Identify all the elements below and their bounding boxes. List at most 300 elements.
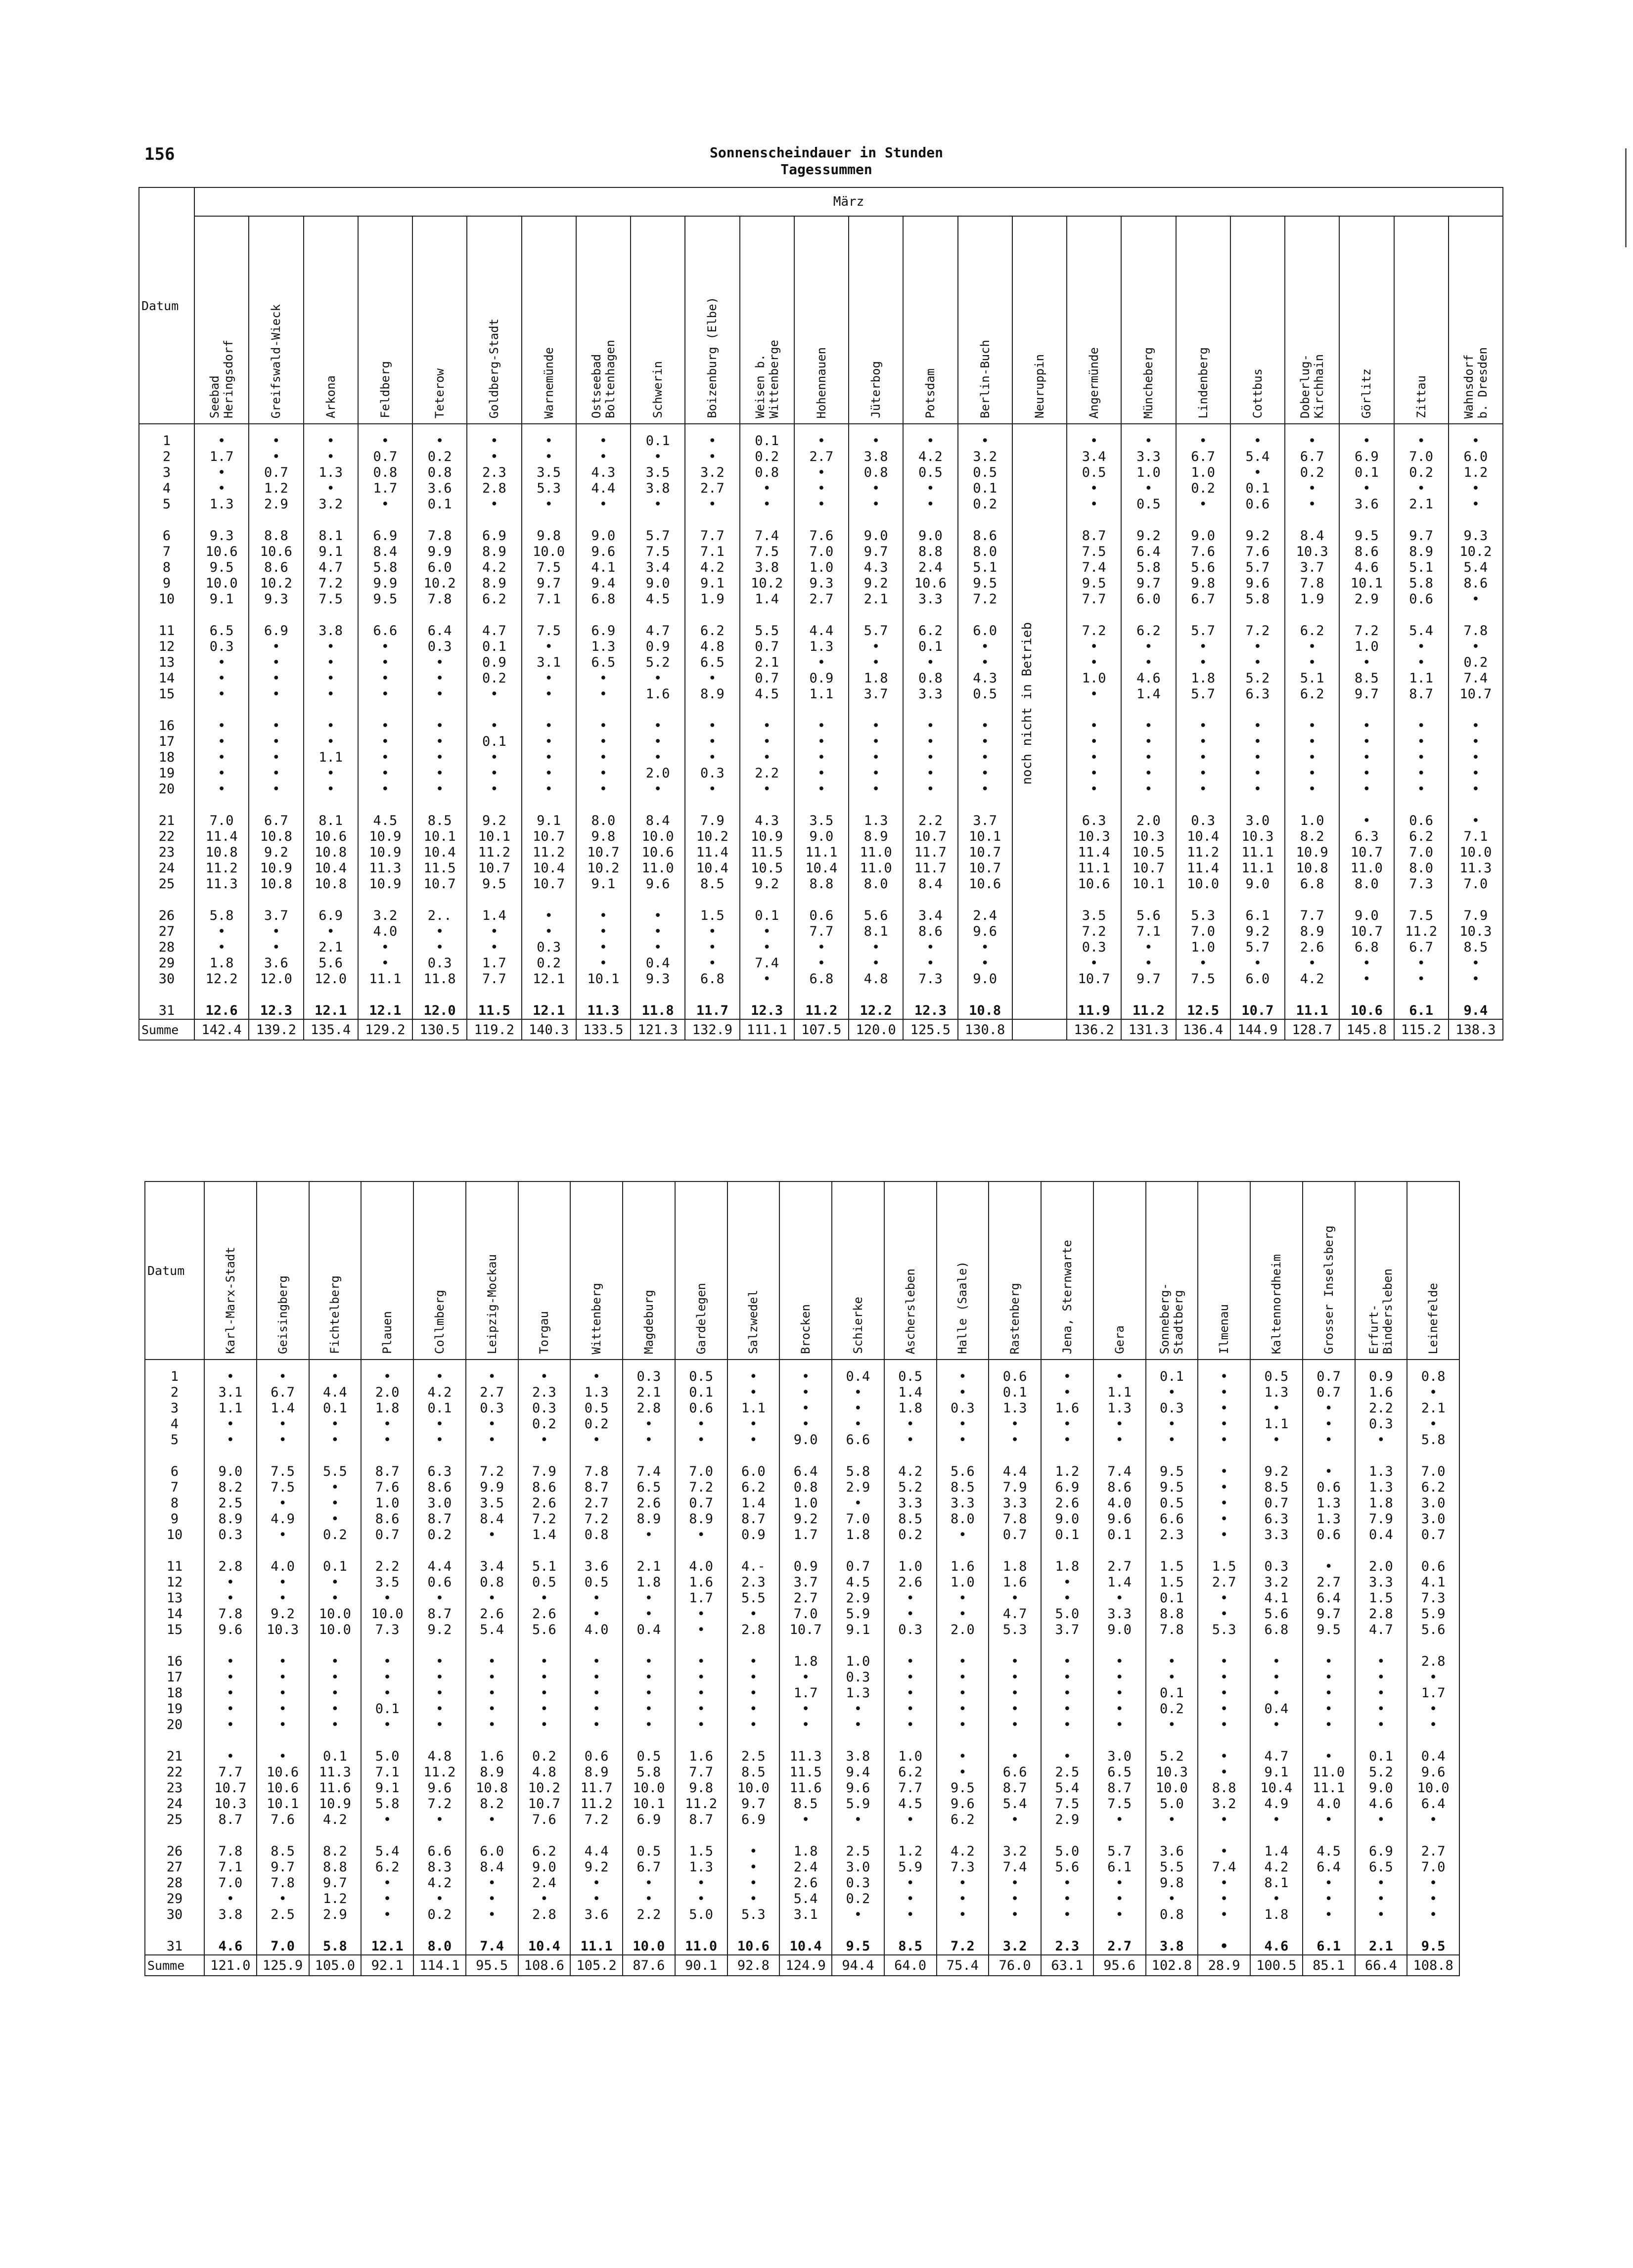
day-value: 8.7: [741, 1511, 766, 1527]
day-value: 6.7: [636, 1860, 661, 1875]
day-value: 9.3: [264, 591, 288, 607]
day-value: •: [1063, 1891, 1071, 1906]
day-value: 8.7: [584, 1480, 609, 1495]
day-value: 0.7: [1316, 1369, 1341, 1384]
day-value: 0.6: [427, 1575, 452, 1590]
day-value: •: [1471, 497, 1480, 512]
day-value: 11.2: [1405, 924, 1438, 939]
day-value: 11.7: [696, 1003, 728, 1018]
day-value: •: [697, 1606, 705, 1622]
day-value: •: [708, 781, 717, 797]
day-value: •: [981, 639, 989, 654]
day-value: •: [278, 1432, 287, 1448]
day-value: •: [1471, 955, 1480, 971]
day-value: 1.6: [689, 1575, 714, 1590]
day-value: 7.4: [1107, 1464, 1132, 1479]
day-value: 10.4: [789, 1939, 822, 1954]
day-value: •: [435, 433, 444, 449]
day-value: •: [871, 734, 880, 749]
day-value: •: [1115, 1654, 1124, 1669]
day-value: 12.1: [533, 971, 565, 987]
day-value: •: [749, 1717, 758, 1732]
day-value: •: [217, 465, 226, 480]
day-value: •: [1253, 734, 1262, 749]
day-value: 8.0: [863, 876, 888, 892]
station-name: Seebad Heringsdorf: [208, 340, 236, 418]
day-value: •: [644, 1416, 653, 1432]
day-value: 0.1: [375, 1701, 400, 1717]
day-value: •: [906, 1606, 914, 1622]
day-value: 9.7: [537, 576, 561, 591]
day-value: 10.8: [476, 1780, 508, 1796]
day-value: •: [544, 639, 553, 654]
day-value: 4.2: [700, 560, 725, 575]
day-value: 0.3: [480, 1401, 504, 1416]
day-value: 0.3: [950, 1401, 975, 1416]
day-value: 10.2: [587, 861, 620, 876]
day-value: •: [1063, 1685, 1071, 1701]
day-value: •: [817, 718, 825, 733]
day-value: 7.1: [375, 1765, 400, 1780]
day-value: •: [1417, 766, 1425, 781]
day-value: 0.7: [755, 671, 779, 686]
day-value: 8.8: [809, 876, 834, 892]
day-value: 1.0: [1191, 940, 1216, 955]
day-value: 0.9: [809, 671, 834, 686]
day-value: •: [1220, 1496, 1228, 1511]
column-sum: 108.8: [1407, 1955, 1459, 1976]
day-value: •: [1089, 686, 1098, 702]
day-value: 5.0: [375, 1749, 400, 1764]
day-value: 9.8: [591, 829, 616, 844]
day-value: 4.2: [322, 1812, 347, 1827]
station-values: [576, 424, 631, 1019]
day-value: 1.5: [1212, 1559, 1236, 1574]
day-value: •: [326, 433, 335, 449]
station-values: [1041, 1360, 1093, 1955]
day-value: 11.8: [641, 1003, 674, 1018]
station-header: [466, 1181, 518, 1360]
day-value: •: [331, 1480, 339, 1495]
day-numbers: [139, 424, 194, 1019]
day-value: •: [1220, 1701, 1228, 1717]
day-value: 10.8: [1296, 861, 1328, 876]
day-value: 8.3: [427, 1860, 452, 1875]
day-value: •: [326, 671, 335, 686]
day-value: •: [1308, 781, 1316, 797]
day-value: 3.2: [700, 465, 725, 480]
day-value: 8.8: [918, 544, 943, 559]
station-name: Greifswald-Wieck: [269, 304, 283, 418]
day-value: •: [544, 924, 553, 939]
station-header: [794, 216, 849, 424]
day-value: 7.2: [1082, 924, 1106, 939]
day-value: 7.3: [918, 971, 943, 987]
day-value: •: [926, 734, 935, 749]
day-value: 3.8: [318, 623, 343, 638]
day-value: •: [644, 1891, 653, 1906]
day-value: 0.6: [1316, 1527, 1341, 1542]
day-value: 9.2: [427, 1622, 452, 1637]
day-value: •: [763, 924, 771, 939]
day-value: 10.7: [1078, 971, 1110, 987]
day-value: •: [381, 734, 389, 749]
day-value: 0.2: [1159, 1701, 1184, 1717]
day-value: 11.6: [318, 1780, 351, 1796]
day-value: •: [1377, 1654, 1385, 1669]
day-value: •: [381, 671, 389, 686]
day-value: •: [763, 750, 771, 765]
station-name: Plauen: [380, 1311, 395, 1354]
day-value: 5.9: [898, 1860, 923, 1875]
day-value: •: [1362, 433, 1371, 449]
day-value: 9.5: [973, 576, 998, 591]
day-value: 8.6: [427, 1480, 452, 1495]
day-value: 2.1: [318, 940, 343, 955]
day-value: 8.0: [427, 1939, 452, 1954]
day-value: 7.4: [480, 1939, 504, 1954]
day-value: •: [435, 1717, 444, 1732]
day-value: •: [1377, 1717, 1385, 1732]
day-value: •: [958, 1385, 967, 1400]
day-value: •: [544, 750, 553, 765]
day-value: 7.1: [218, 1860, 243, 1875]
day-number: 25: [166, 1812, 183, 1827]
day-value: •: [1362, 734, 1371, 749]
summe-label: Summe: [145, 1955, 204, 1976]
station-name: Angermünde: [1087, 347, 1101, 418]
day-value: 4.4: [809, 623, 834, 638]
day-value: •: [1272, 1401, 1280, 1416]
column-sum: 138.3: [1449, 1019, 1503, 1040]
day-value: •: [326, 481, 335, 496]
day-value: 12.5: [1187, 1003, 1220, 1018]
day-value: 6.1: [1316, 1939, 1341, 1954]
day-number: 30: [158, 971, 175, 987]
day-value: 10.0: [318, 1622, 351, 1637]
station-values: [685, 424, 739, 1019]
station-header: [467, 216, 521, 424]
day-value: 4.6: [1136, 671, 1161, 686]
day-value: •: [1089, 497, 1098, 512]
day-value: 7.7: [218, 1765, 243, 1780]
day-value: 0.8: [793, 1480, 818, 1495]
day-value: 1.7: [209, 449, 234, 464]
day-number: 20: [158, 781, 175, 797]
day-number: 4: [170, 1416, 179, 1432]
day-value: 9.0: [218, 1464, 243, 1479]
station-name: Jüterbog: [869, 361, 883, 418]
day-value: •: [383, 1670, 392, 1685]
day-value: 8.2: [322, 1844, 347, 1859]
day-value: 10.0: [641, 829, 674, 844]
day-value: 1.7: [1421, 1685, 1446, 1701]
day-value: •: [801, 1416, 810, 1432]
day-number: 8: [170, 1496, 179, 1511]
day-value: 4.3: [973, 671, 998, 686]
day-value: •: [326, 655, 335, 670]
day-value: 4.4: [322, 1385, 347, 1400]
day-number: 5: [162, 497, 171, 512]
day-value: 7.4: [636, 1464, 661, 1479]
day-value: •: [1324, 1701, 1333, 1717]
day-value: •: [226, 1432, 234, 1448]
day-value: 8.2: [480, 1796, 504, 1812]
day-value: 9.2: [1245, 528, 1270, 544]
day-value: •: [544, 718, 553, 733]
day-value: •: [540, 1701, 548, 1717]
day-value: 10.3: [1155, 1765, 1188, 1780]
day-value: 7.9: [1002, 1480, 1027, 1495]
day-value: 0.3: [218, 1527, 243, 1542]
station-values: [832, 1360, 884, 1955]
day-value: 0.6: [1245, 497, 1270, 512]
day-value: 8.1: [318, 528, 343, 544]
day-value: •: [958, 1432, 967, 1448]
day-value: 5.5: [755, 623, 779, 638]
day-value: •: [1471, 639, 1480, 654]
day-value: 0.7: [1002, 1527, 1027, 1542]
day-value: •: [599, 908, 607, 923]
day-value: •: [217, 481, 226, 496]
day-number: 10: [158, 591, 175, 607]
day-value: 0.9: [645, 639, 670, 654]
day-value: 5.4: [375, 1844, 400, 1859]
day-value: 10.7: [478, 861, 510, 876]
day-value: 5.5: [741, 1590, 766, 1606]
day-value: 1.6: [689, 1749, 714, 1764]
day-value: •: [1308, 734, 1316, 749]
day-value: 2.5: [1055, 1765, 1080, 1780]
day-value: 6.0: [480, 1844, 504, 1859]
day-value: •: [1115, 1717, 1124, 1732]
day-value: 6.2: [741, 1480, 766, 1495]
station-values: [884, 1360, 937, 1955]
day-value: •: [749, 1606, 758, 1622]
day-value: 1.2: [1055, 1464, 1080, 1479]
day-value: 0.1: [1159, 1685, 1184, 1701]
day-value: •: [490, 497, 499, 512]
day-value: 7.8: [271, 1875, 295, 1891]
day-value: 6.6: [427, 1844, 452, 1859]
day-number: 27: [166, 1860, 183, 1875]
day-value: 5.7: [1245, 560, 1270, 575]
day-value: 9.0: [793, 1432, 818, 1448]
day-value: 11.7: [914, 861, 947, 876]
station-values: [1407, 1360, 1459, 1955]
day-value: 1.6: [1055, 1401, 1080, 1416]
column-sum: 145.8: [1339, 1019, 1394, 1040]
day-value: •: [278, 1496, 287, 1511]
day-value: •: [749, 1860, 758, 1875]
day-value: •: [1063, 1717, 1071, 1732]
day-value: 2.9: [846, 1590, 870, 1606]
day-value: 6.8: [809, 971, 834, 987]
day-value: 3.4: [645, 560, 670, 575]
day-value: 10.7: [587, 845, 620, 860]
day-value: 1.2: [322, 1891, 347, 1906]
day-value: 1.4: [271, 1401, 295, 1416]
day-value: 7.0: [809, 544, 834, 559]
day-value: •: [435, 671, 444, 686]
day-value: 1.4: [1264, 1844, 1289, 1859]
day-value: 7.0: [1421, 1464, 1446, 1479]
day-value: 10.8: [260, 829, 292, 844]
day-value: 8.1: [318, 813, 343, 828]
day-value: •: [1010, 1907, 1019, 1922]
day-value: 6.2: [532, 1844, 556, 1859]
day-value: •: [1220, 1670, 1228, 1685]
day-value: 7.8: [218, 1606, 243, 1622]
day-value: 1.8: [1368, 1496, 1393, 1511]
day-value: 10.7: [1132, 861, 1165, 876]
day-value: •: [1220, 1606, 1228, 1622]
day-value: •: [1429, 1385, 1438, 1400]
day-value: 0.1: [322, 1559, 347, 1574]
day-value: 9.4: [591, 576, 616, 591]
day-value: •: [1220, 1590, 1228, 1606]
day-value: 9.7: [1316, 1606, 1341, 1622]
day-value: •: [871, 718, 880, 733]
day-value: •: [217, 686, 226, 702]
day-value: •: [1362, 781, 1371, 797]
day-value: 2.8: [218, 1559, 243, 1574]
day-value: •: [599, 924, 607, 939]
day-value: •: [1220, 1749, 1228, 1764]
day-value: •: [383, 1907, 392, 1922]
day-value: •: [1417, 750, 1425, 765]
day-value: 10.4: [696, 861, 728, 876]
day-value: 2.1: [1368, 1939, 1393, 1954]
day-value: •: [1115, 1416, 1124, 1432]
day-value: 5.0: [1055, 1844, 1080, 1859]
day-value: 0.5: [973, 465, 998, 480]
day-value: •: [906, 1654, 914, 1669]
day-value: 4.5: [645, 591, 670, 607]
day-value: 8.9: [700, 686, 725, 702]
column-sum: 114.1: [413, 1955, 466, 1976]
day-value: 0.3: [532, 1401, 556, 1416]
day-value: 1.3: [209, 497, 234, 512]
day-value: 8.5: [793, 1796, 818, 1812]
day-value: 8.9: [482, 576, 506, 591]
day-value: •: [1010, 1701, 1019, 1717]
day-value: 6.7: [271, 1385, 295, 1400]
station-header: [675, 1181, 727, 1360]
day-value: 1.8: [1002, 1559, 1027, 1574]
day-value: 10.4: [423, 845, 456, 860]
day-value: •: [926, 718, 935, 733]
day-value: •: [217, 750, 226, 765]
day-value: 3.0: [846, 1860, 870, 1875]
column-sum: 92.1: [361, 1955, 413, 1976]
day-value: •: [1253, 766, 1262, 781]
day-value: 10.0: [371, 1606, 404, 1622]
page-number: 156: [144, 144, 175, 164]
day-value: •: [1010, 1670, 1019, 1685]
day-value: 2.8: [741, 1622, 766, 1637]
day-value: 5.6: [1191, 560, 1216, 575]
day-value: •: [817, 497, 825, 512]
day-value: •: [1417, 481, 1425, 496]
day-value: 5.4: [793, 1891, 818, 1906]
day-value: 0.2: [532, 1416, 556, 1432]
day-value: 0.3: [898, 1622, 923, 1637]
day-value: 9.7: [1136, 576, 1161, 591]
station-header: [249, 216, 303, 424]
day-value: 8.6: [973, 528, 998, 544]
day-value: •: [1417, 639, 1425, 654]
day-value: 10.6: [969, 876, 1001, 892]
day-value: 6.8: [591, 591, 616, 607]
station-values: [675, 1360, 727, 1955]
day-value: 5.3: [1212, 1622, 1236, 1637]
day-value: 12.0: [260, 971, 292, 987]
day-value: 11.1: [1313, 1780, 1345, 1796]
day-value: •: [1417, 781, 1425, 797]
column-sum: 130.5: [412, 1019, 467, 1040]
day-value: 10.6: [914, 576, 947, 591]
day-number: 13: [158, 655, 175, 670]
day-value: 9.2: [482, 813, 506, 828]
day-value: 3.2: [1264, 1575, 1289, 1590]
day-value: 0.2: [1463, 655, 1488, 670]
day-value: 7.7: [700, 528, 725, 544]
day-value: •: [1324, 1654, 1333, 1669]
day-value: 2.5: [218, 1496, 243, 1511]
day-number: 6: [170, 1464, 179, 1479]
day-value: 7.8: [1002, 1511, 1027, 1527]
day-value: •: [1144, 655, 1153, 670]
day-value: •: [697, 1875, 705, 1891]
day-value: •: [981, 766, 989, 781]
day-value: 1.8: [793, 1844, 818, 1859]
station-name: Wittenberg: [590, 1282, 604, 1354]
day-value: 11.1: [580, 1939, 613, 1954]
station-name: Magdeburg: [641, 1289, 656, 1354]
day-number: 29: [158, 955, 175, 971]
day-value: 2.6: [532, 1496, 556, 1511]
day-value: 6.1: [1107, 1860, 1132, 1875]
day-value: •: [817, 940, 825, 955]
day-value: 0.3: [846, 1670, 870, 1685]
station-name: Hohennauen: [814, 347, 828, 418]
day-value: •: [981, 750, 989, 765]
day-value: •: [278, 1749, 287, 1764]
day-value: 1.2: [898, 1844, 923, 1859]
day-value: 7.2: [973, 591, 998, 607]
day-value: •: [435, 1432, 444, 1448]
column-sum: 130.8: [958, 1019, 1012, 1040]
day-value: 0.4: [645, 955, 670, 971]
day-value: 3.2: [373, 908, 398, 923]
day-value: 4.4: [1002, 1464, 1027, 1479]
day-value: 1.7: [793, 1685, 818, 1701]
day-value: •: [981, 655, 989, 670]
station-name: Collmberg: [432, 1289, 447, 1354]
day-value: •: [488, 1670, 496, 1685]
day-value: 5.8: [209, 908, 234, 923]
day-value: 2.4: [793, 1860, 818, 1875]
day-value: 10.7: [1350, 845, 1383, 860]
day-value: •: [763, 940, 771, 955]
day-value: •: [490, 766, 499, 781]
day-number: 8: [162, 560, 171, 575]
day-value: 1.4: [898, 1385, 923, 1400]
day-value: 8.2: [218, 1480, 243, 1495]
day-value: 11.2: [423, 1765, 456, 1780]
day-value: 8.7: [375, 1464, 400, 1479]
